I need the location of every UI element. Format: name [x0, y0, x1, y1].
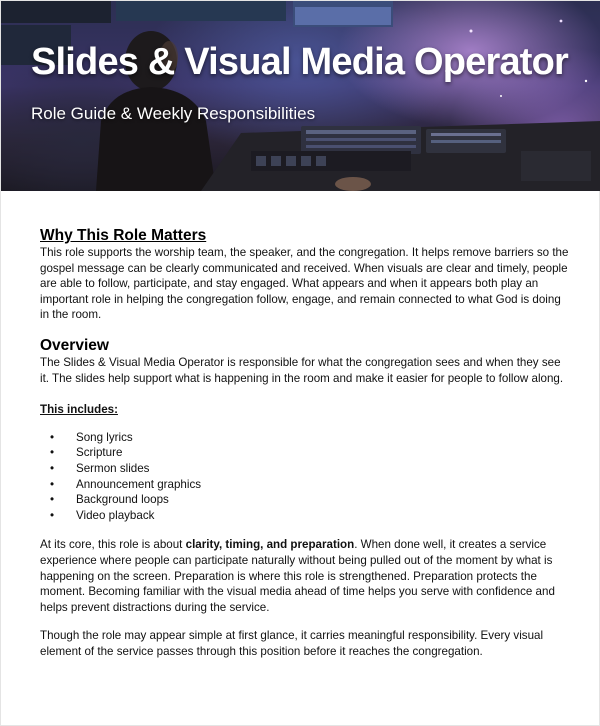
list-item [40, 461, 570, 477]
includes-label: This includes: [40, 403, 118, 417]
section-heading-why: Why This Role Matters [40, 227, 207, 244]
list-item-text: Background loops [76, 493, 169, 507]
why-paragraph: This role supports the worship team, the speaker, and the congregation. It helps remove barriers so the gospel message can be clearly communicated and received. When visuals are clear and timely, people are able to follow, participate, and stay engaged. What appears and when it appears both play an important role in helping the congregation follow, engage, and remain connected to what God is doing in the room. [40, 246, 569, 322]
includes-list [40, 430, 570, 524]
document-body [40, 226, 570, 659]
list-item-text: Sermon slides [76, 461, 150, 475]
list-item [40, 445, 570, 461]
bullet-icon: • [50, 493, 55, 507]
closing-paragraph: Though the role may appear simple at first glance, it carries meaningful responsibility. Every visual element of the service passes through this position before it reaches the congregation. [40, 629, 544, 658]
bullet-icon: • [50, 446, 55, 460]
bullet-icon: • [50, 461, 55, 475]
core-text-bold: clarity, timing, and preparation [185, 538, 355, 552]
core-text-after: . When done well, it creates a service experience where people can participate naturally without being pulled out of the moment by what is happening on the screen. Preparation is where this role is strengthened. Preparation protects the moment. Becoming familiar with the visual media ahead of time helps you serve with confidence and helps prevent distractions during the service. [40, 538, 555, 614]
list-item [40, 477, 570, 493]
overview-paragraph: The Slides & Visual Media Operator is responsible for what the congregation sees and when they see it. The slides help support what is happening in the room and make it easier for people to follow along. [40, 355, 564, 385]
core-text-before: At its core, this role is about [40, 538, 186, 552]
list-item-text: Scripture [76, 446, 123, 460]
bullet-icon: • [50, 508, 55, 522]
bullet-icon: • [50, 430, 55, 444]
list-item [40, 430, 570, 446]
bullet-icon: • [50, 477, 55, 491]
list-item [40, 508, 570, 524]
page-title: Slides & Visual Media Operator [31, 41, 569, 83]
list-item-text: Announcement graphics [76, 477, 202, 491]
section-heading-overview: Overview [40, 336, 109, 354]
list-item-text: Song lyrics [76, 430, 133, 444]
page-subtitle: Role Guide & Weekly Responsibilities [31, 104, 316, 123]
core-paragraph [40, 537, 570, 615]
control-room-photo [1, 1, 600, 191]
list-item [40, 492, 570, 508]
header-banner [1, 1, 600, 191]
list-item-text: Video playback [76, 508, 155, 522]
